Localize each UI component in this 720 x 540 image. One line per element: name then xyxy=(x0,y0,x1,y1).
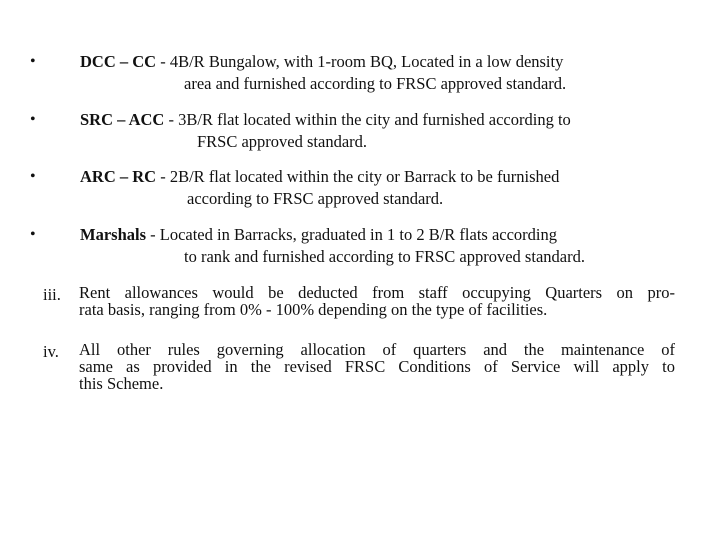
description-line-2: according to FRSC approved standard. xyxy=(187,189,444,208)
bullet-text xyxy=(80,224,710,268)
category-term: ARC – RC xyxy=(80,167,157,186)
bullet-icon: • xyxy=(30,226,36,243)
paragraph-line: Rent allowances would be deducted from staff occupying Quarters on pro- xyxy=(79,283,675,302)
bullet-line-1 xyxy=(80,166,710,188)
paragraph-line: same as provided in the revised FRSC Conditions of Service will apply to xyxy=(79,357,675,376)
bullet-text xyxy=(80,166,710,210)
bullet-text xyxy=(80,51,710,95)
bullet-icon: • xyxy=(30,111,36,128)
description-line-2: area and furnished according to FRSC approved standard. xyxy=(184,74,567,93)
description-line-2: FRSC approved standard. xyxy=(197,132,368,151)
bullet-line-1 xyxy=(80,109,710,131)
bullet-icon: • xyxy=(30,168,36,185)
description-line-1: 3B/R flat located within the city and furnished according to xyxy=(178,110,571,129)
numbered-text xyxy=(79,284,675,318)
paragraph-line: rata basis, ranging from 0% - 100% depending on the type of facilities. xyxy=(79,300,548,319)
description-line-1: 4B/R Bungalow, with 1-room BQ, Located in a low density xyxy=(169,52,564,71)
separator: - xyxy=(156,167,170,186)
bullet-icon: • xyxy=(30,53,36,70)
category-term: DCC – CC xyxy=(80,52,157,71)
numbered-text xyxy=(79,341,675,392)
item-number: iii. xyxy=(43,285,61,304)
category-term: SRC – ACC xyxy=(80,110,165,129)
category-term: Marshals xyxy=(80,225,146,244)
description-line-1: Located in Barracks, graduated in 1 to 2 B/R flats according xyxy=(159,225,557,244)
paragraph-line: this Scheme. xyxy=(79,374,164,393)
bullet-line-1 xyxy=(80,51,710,73)
bullet-line-1 xyxy=(80,224,710,246)
item-number: iv. xyxy=(43,342,59,361)
separator: - xyxy=(146,225,160,244)
description-line-1: 2B/R flat located within the city or Barrack to be furnished xyxy=(169,167,560,186)
bullet-text xyxy=(80,109,710,153)
separator: - xyxy=(156,52,170,71)
separator: - xyxy=(164,110,179,129)
paragraph-line: All other rules governing allocation of quarters and the maintenance of xyxy=(79,340,675,359)
description-line-2: to rank and furnished according to FRSC approved standard. xyxy=(184,247,585,266)
